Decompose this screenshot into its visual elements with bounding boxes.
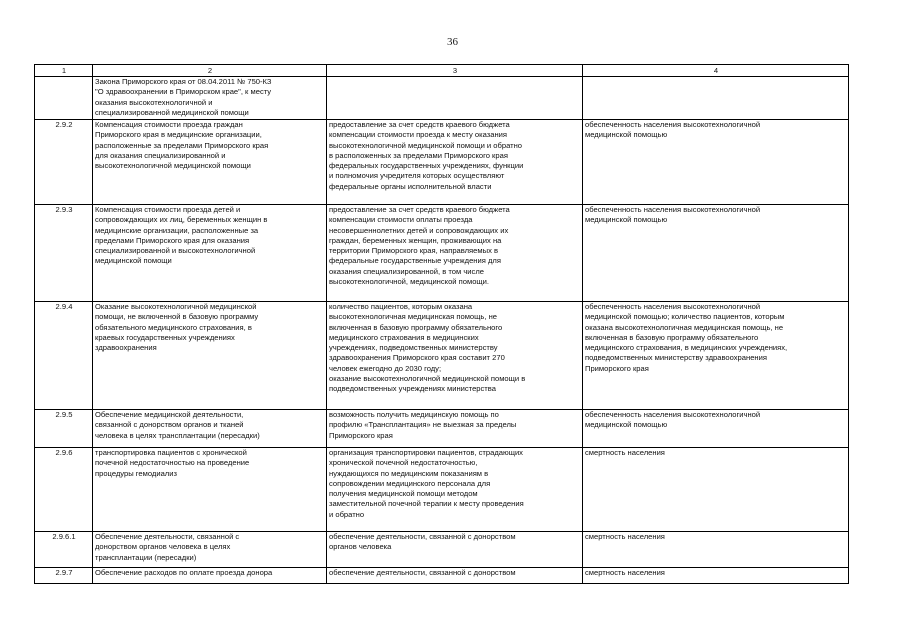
header-col-1: 1	[35, 65, 93, 77]
row-number: 2.9.2	[35, 120, 93, 205]
row-number: 2.9.4	[35, 302, 93, 410]
result-cell: организация транспортировки пациентов, страдающих хронической почечной недостаточностью, нуждающихся по медицинским показаниям в сопровождении медицинского персонала для получения медицинской помощи методом заместительной почечной терапии к месту проведения и обратно	[327, 448, 583, 532]
activity-cell: транспортировка пациентов с хронической почечной недостаточностью на проведение процедуры гемодиализ	[93, 448, 327, 532]
header-col-3: 3	[327, 65, 583, 77]
indicator-cell: обеспеченность населения высокотехнологичной медицинской помощью	[583, 205, 849, 302]
indicator-cell: смертность населения	[583, 532, 849, 568]
table-row	[35, 568, 849, 584]
indicator-cell: обеспеченность населения высокотехнологичной медицинской помощью	[583, 120, 849, 205]
table-row	[35, 410, 849, 448]
page-number: 36	[447, 36, 458, 48]
table-row	[35, 205, 849, 302]
header-col-2: 2	[93, 65, 327, 77]
row-number	[35, 77, 93, 120]
header-row	[35, 65, 849, 77]
result-cell: возможность получить медицинскую помощь по профилю «Трансплантация» не выезжая за пределы Приморского края	[327, 410, 583, 448]
header-col-4: 4	[583, 65, 849, 77]
row-number: 2.9.5	[35, 410, 93, 448]
program-table	[34, 64, 849, 584]
result-cell: обеспечение деятельности, связанной с донорством органов человека	[327, 532, 583, 568]
indicator-cell: смертность населения	[583, 448, 849, 532]
table-row	[35, 302, 849, 410]
activity-cell: Обеспечение медицинской деятельности, связанной с донорством органов и тканей человека в целях трансплантации (пересадки)	[93, 410, 327, 448]
table-row	[35, 532, 849, 568]
row-number: 2.9.3	[35, 205, 93, 302]
table-row	[35, 77, 849, 120]
activity-cell: Компенсация стоимости проезда граждан Приморского края в медицинские организации, расположенные за пределами Приморского края для оказания специализированной и высокотехнологичной медицинской помощи	[93, 120, 327, 205]
row-number: 2.9.6.1	[35, 532, 93, 568]
result-cell	[327, 77, 583, 120]
indicator-cell: смертность населения	[583, 568, 849, 584]
activity-cell: Оказание высокотехнологичной медицинской помощи, не включенной в базовую программу обязательного медицинского страхования, в краевых государственных учреждениях здравоохранения	[93, 302, 327, 410]
result-cell: предоставление за счет средств краевого бюджета компенсации стоимости оплаты проезда несовершеннолетних детей и сопровождающих их граждан, беременных женщин, проживающих на территории Приморского края, направляемых в федеральные государственные учреждения для оказания специализированной, в том числе высокотехнологичной, медицинской помощи.	[327, 205, 583, 302]
indicator-cell: обеспеченность населения высокотехнологичной медицинской помощью; количество пациентов, которым оказана высокотехнологичная медицинская помощь, не включенная в базовую программу обязательного медицинского страхования, в медицинских учреждениях, подведомственных министерству здравоохранения Приморского края	[583, 302, 849, 410]
table-row	[35, 448, 849, 532]
result-cell: обеспечение деятельности, связанной с донорством	[327, 568, 583, 584]
indicator-cell	[583, 77, 849, 120]
activity-cell: Закона Приморского края от 08.04.2011 № 750-КЗ "О здравоохранении в Приморском крае", к месту оказания высокотехнологичной и специализированной медицинской помощи	[93, 77, 327, 120]
row-number: 2.9.7	[35, 568, 93, 584]
activity-cell: Обеспечение деятельности, связанной с донорством органов человека в целях трансплантации (пересадки)	[93, 532, 327, 568]
row-number: 2.9.6	[35, 448, 93, 532]
activity-cell: Обеспечение расходов по оплате проезда донора	[93, 568, 327, 584]
activity-cell: Компенсация стоимости проезда детей и сопровождающих их лиц, беременных женщин в медицинские организации, расположенные за пределами Приморского края для оказания специализированной и высокотехнологичной медицинской помощи	[93, 205, 327, 302]
result-cell: предоставление за счет средств краевого бюджета компенсации стоимости проезда к месту оказания высокотехнологичной медицинской помощи и обратно в расположенных за пределами Приморского края федеральных государственных учреждениях, функции и полномочия учредителя которых осуществляют федеральные органы исполнительной власти	[327, 120, 583, 205]
indicator-cell: обеспеченность населения высокотехнологичной медицинской помощью	[583, 410, 849, 448]
table-row	[35, 120, 849, 205]
result-cell: количество пациентов, которым оказана высокотехнологичная медицинская помощь, не включенная в базовую программу обязательного медицинского страхования в медицинских учреждениях, подведомственных министерству здравоохранения Приморского края составит 270 человек ежегодно до 2030 году; оказание высокотехнологичной медицинской помощи в подведомственных учреждениях министерства	[327, 302, 583, 410]
